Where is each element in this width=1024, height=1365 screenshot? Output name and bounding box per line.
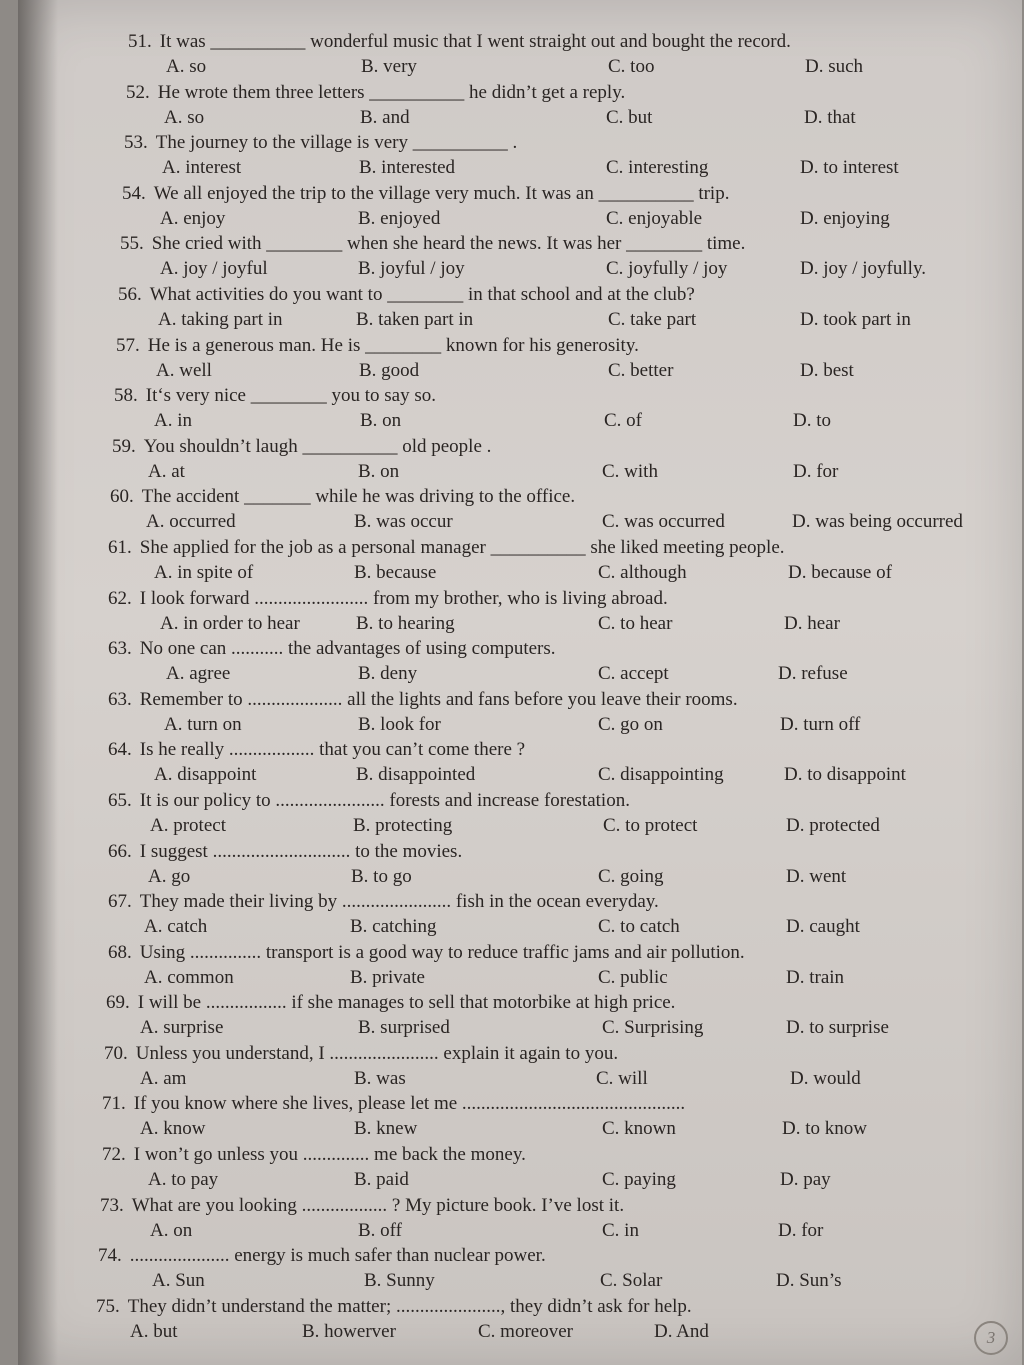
- question-item: [18, 1295, 1022, 1346]
- question-text: You shouldn’t laugh __________ old people .: [143, 435, 492, 457]
- answer-option-b[interactable]: B. protecting: [353, 814, 453, 836]
- question-number: 66.: [108, 840, 132, 862]
- question-text: Remember to .................... all the lights and fans before you leave their rooms.: [139, 688, 738, 710]
- question-text: It‘s very nice ________ you to say so.: [145, 385, 436, 407]
- question-item: [18, 789, 1022, 840]
- question-stem: [108, 941, 745, 965]
- answer-option-d[interactable]: D. enjoying: [800, 207, 890, 229]
- answer-option-a[interactable]: A. am: [140, 1067, 187, 1089]
- answer-option-a[interactable]: A. know: [140, 1118, 206, 1140]
- question-stem: [112, 435, 491, 459]
- answer-option-d[interactable]: D. to interest: [800, 157, 899, 179]
- answer-option-c[interactable]: C. of: [604, 410, 642, 432]
- question-number: 57.: [116, 334, 140, 356]
- question-stem: [96, 1295, 692, 1319]
- question-number: 63.: [108, 638, 132, 660]
- answer-option-b[interactable]: B. taken part in: [356, 308, 474, 330]
- answer-option-d[interactable]: D. pay: [780, 1169, 831, 1191]
- question-item: [18, 1143, 1022, 1194]
- question-item: [18, 637, 1022, 688]
- answer-option-b[interactable]: B. was occur: [354, 511, 453, 533]
- answer-option-c[interactable]: C. moreover: [478, 1320, 573, 1342]
- answer-option-a[interactable]: A. in order to hear: [160, 612, 300, 634]
- answer-option-a[interactable]: A. protect: [150, 814, 226, 836]
- answer-option-a[interactable]: A. so: [166, 56, 207, 77]
- answer-option-d[interactable]: D. went: [786, 865, 847, 887]
- question-number: 63.: [108, 688, 132, 710]
- answer-option-b[interactable]: B. disappointed: [356, 764, 476, 786]
- answer-option-d[interactable]: D. joy / joyfully.: [800, 258, 926, 280]
- question-item: [18, 1194, 1022, 1245]
- answer-option-a[interactable]: A. so: [164, 106, 205, 128]
- answer-option-a[interactable]: A. enjoy: [160, 207, 226, 229]
- answer-option-c[interactable]: C. Solar: [600, 1270, 663, 1292]
- answer-option-c[interactable]: C. interesting: [606, 157, 709, 179]
- answer-option-d[interactable]: D. to know: [782, 1118, 867, 1140]
- question-text: The accident _______ while he was driving to the office.: [141, 486, 576, 508]
- answer-option-a[interactable]: A. turn on: [164, 713, 242, 735]
- question-stem: [106, 991, 675, 1015]
- answer-option-c[interactable]: C. with: [602, 460, 658, 482]
- question-stem: [108, 890, 659, 914]
- answer-option-a[interactable]: A. on: [150, 1219, 193, 1241]
- answer-option-d[interactable]: D. turn off: [780, 713, 861, 735]
- question-number: 55.: [120, 233, 144, 255]
- question-text: If you know where she lives, please let me ...............................................: [133, 1093, 686, 1115]
- answer-option-c[interactable]: C. too: [608, 56, 655, 77]
- answer-option-d[interactable]: D. caught: [786, 916, 860, 938]
- answer-option-c[interactable]: C. enjoyable: [606, 207, 703, 229]
- answer-option-d[interactable]: D. because of: [788, 561, 892, 583]
- answer-option-c[interactable]: C. paying: [602, 1169, 676, 1191]
- answer-option-a[interactable]: A. surprise: [140, 1017, 224, 1039]
- answer-option-b[interactable]: B. catching: [350, 916, 437, 938]
- answer-option-d[interactable]: D. that: [804, 106, 856, 128]
- question-item: [18, 840, 1022, 891]
- answer-option-b[interactable]: B. on: [360, 410, 402, 432]
- question-item: [18, 991, 1022, 1042]
- question-item: [18, 1244, 1022, 1295]
- question-stem: [98, 1244, 546, 1268]
- answer-option-d[interactable]: D. would: [790, 1067, 861, 1089]
- question-item: [18, 435, 1022, 486]
- question-stem: [108, 688, 738, 712]
- question-item: [18, 738, 1022, 789]
- question-item: [18, 941, 1022, 992]
- answer-option-b[interactable]: B. knew: [354, 1118, 418, 1140]
- answer-option-c[interactable]: C. was occurred: [602, 511, 725, 533]
- answer-option-a[interactable]: A. at: [148, 460, 185, 482]
- question-stem: [118, 283, 695, 307]
- question-stem: [126, 81, 625, 105]
- question-number: 70.: [104, 1042, 128, 1064]
- answer-option-c[interactable]: C. to protect: [603, 814, 698, 836]
- answer-option-c[interactable]: C. to hear: [598, 612, 673, 634]
- question-text: I suggest ............................. to the movies.: [139, 840, 463, 862]
- question-item: [18, 1092, 1022, 1143]
- answer-option-c[interactable]: C. to catch: [598, 916, 680, 938]
- question-text: Is he really .................. that you can’t come there ?: [139, 739, 526, 761]
- question-number: 74.: [98, 1245, 122, 1267]
- question-text: They made their living by ....................... fish in the ocean everyday.: [139, 891, 659, 913]
- answer-option-c[interactable]: C. will: [596, 1067, 648, 1089]
- question-stem: [120, 232, 745, 256]
- question-item: [18, 384, 1022, 435]
- question-text: No one can ........... the advantages of using computers.: [139, 638, 556, 660]
- question-number: 73.: [100, 1194, 124, 1216]
- question-number: 51.: [128, 31, 152, 52]
- question-stem: [104, 1042, 618, 1066]
- question-text: She cried with ________ when she heard the news. It was her ________ time.: [151, 233, 746, 255]
- question-stem: [102, 1143, 526, 1167]
- question-number: 64.: [108, 739, 132, 761]
- question-text: They didn’t understand the matter; ......................, they didn’t ask for help.: [127, 1295, 692, 1317]
- answer-option-a[interactable]: A. to pay: [148, 1169, 219, 1191]
- answer-option-d[interactable]: D. protected: [786, 814, 880, 836]
- answer-option-b[interactable]: B. Sunny: [364, 1270, 435, 1292]
- question-number: 71.: [102, 1093, 126, 1115]
- question-text: It is our policy to ....................... forests and increase forestation.: [139, 789, 630, 811]
- answer-option-b[interactable]: B. and: [360, 106, 410, 128]
- answer-option-c[interactable]: C. although: [598, 561, 687, 583]
- question-number: 72.: [102, 1144, 126, 1166]
- answer-option-b[interactable]: B. paid: [354, 1169, 409, 1191]
- answer-option-b[interactable]: B. to go: [351, 865, 412, 887]
- answer-option-d[interactable]: D. train: [786, 966, 845, 988]
- question-item: [18, 182, 1022, 233]
- question-text: What activities do you want to ________ in that school and at the club?: [149, 283, 695, 305]
- question-number: 68.: [108, 941, 132, 963]
- question-stem: [110, 485, 575, 509]
- question-number: 75.: [96, 1295, 120, 1317]
- answer-option-a[interactable]: A. Sun: [152, 1270, 205, 1292]
- question-number: 58.: [114, 385, 138, 407]
- question-item: [18, 1042, 1022, 1093]
- answer-option-b[interactable]: B. private: [350, 966, 425, 988]
- answer-option-b[interactable]: B. good: [359, 359, 420, 381]
- question-number: 65.: [108, 789, 132, 811]
- answer-option-a[interactable]: A. well: [156, 359, 212, 381]
- question-number: 67.: [108, 891, 132, 913]
- question-text: I won’t go unless you .............. me back the money.: [133, 1144, 526, 1166]
- answer-option-d[interactable]: D. to disappoint: [784, 764, 906, 786]
- question-item: [18, 81, 1022, 132]
- question-text: I look forward ........................ from my brother, who is living abroad.: [139, 587, 668, 609]
- answer-option-b[interactable]: B. surprised: [358, 1017, 450, 1039]
- question-text: What are you looking .................. ? My picture book. I’ve lost it.: [131, 1194, 625, 1216]
- answer-option-b[interactable]: B. look for: [358, 713, 441, 735]
- answer-option-c[interactable]: C. in: [602, 1219, 639, 1241]
- question-item: [18, 30, 1022, 81]
- answer-option-d[interactable]: D. Sun’s: [776, 1270, 842, 1292]
- answer-option-b[interactable]: B. to hearing: [356, 612, 455, 634]
- answer-option-c[interactable]: C. better: [608, 359, 674, 381]
- question-text: I will be ................. if she manages to sell that motorbike at high price.: [137, 992, 676, 1014]
- question-stem: [108, 637, 556, 661]
- answer-option-a[interactable]: A. interest: [162, 157, 242, 179]
- question-number: 61.: [108, 536, 132, 558]
- answer-option-b[interactable]: B. deny: [358, 663, 418, 685]
- question-number: 53.: [124, 132, 148, 154]
- answer-option-b[interactable]: B. was: [354, 1067, 406, 1089]
- question-stem: [122, 182, 729, 206]
- question-item: [18, 890, 1022, 941]
- question-stem: [124, 131, 517, 155]
- question-text: She applied for the job as a personal manager __________ she liked meeting people.: [139, 536, 785, 558]
- answer-option-a[interactable]: A. go: [148, 865, 191, 887]
- answer-option-a[interactable]: A. occurred: [146, 511, 236, 533]
- answer-option-b[interactable]: B. on: [358, 460, 400, 482]
- question-item: [18, 334, 1022, 385]
- answer-option-c[interactable]: C. Surprising: [602, 1017, 704, 1039]
- question-stem: [108, 789, 630, 813]
- answer-option-b[interactable]: B. very: [361, 56, 417, 77]
- question-stem: [108, 840, 462, 864]
- question-list: [18, 30, 1022, 1345]
- answer-option-a[interactable]: A. agree: [166, 663, 231, 685]
- question-stem: [108, 536, 785, 560]
- question-text: Unless you understand, I ....................... explain it again to you.: [135, 1042, 619, 1064]
- answer-option-d[interactable]: D. to: [793, 410, 831, 432]
- question-text: Using ............... transport is a good way to reduce traffic jams and air pollution.: [139, 941, 745, 963]
- answer-option-a[interactable]: A. common: [144, 966, 234, 988]
- answer-option-c[interactable]: C. go on: [598, 713, 663, 735]
- question-item: [18, 536, 1022, 587]
- question-text: He wrote them three letters __________ he didn’t get a reply.: [157, 81, 626, 103]
- question-item: [18, 485, 1022, 536]
- question-item: [18, 131, 1022, 182]
- question-text: We all enjoyed the trip to the village very much. It was an __________ trip.: [153, 182, 730, 204]
- question-stem: [116, 334, 639, 358]
- question-number: 56.: [118, 283, 142, 305]
- answer-option-c[interactable]: C. joyfully / joy: [606, 258, 728, 280]
- answer-option-a[interactable]: A. taking part in: [158, 308, 283, 330]
- question-stem: [114, 384, 436, 408]
- answer-option-d[interactable]: D. to surprise: [786, 1017, 889, 1039]
- answer-option-a[interactable]: A. joy / joyful: [160, 258, 268, 280]
- question-text: ..................... energy is much safer than nuclear power.: [129, 1245, 546, 1267]
- question-number: 59.: [112, 435, 136, 457]
- answer-option-c[interactable]: C. known: [602, 1118, 676, 1140]
- question-item: [18, 232, 1022, 283]
- question-stem: [128, 30, 791, 54]
- answer-option-a[interactable]: A. in: [154, 410, 192, 432]
- answer-option-d[interactable]: D. best: [800, 359, 854, 381]
- answer-option-d[interactable]: D. was being occurred: [792, 511, 963, 533]
- question-number: 69.: [106, 992, 130, 1014]
- question-stem: [100, 1194, 624, 1218]
- answer-option-a[interactable]: A. in spite of: [154, 561, 254, 583]
- answer-option-a[interactable]: A. but: [130, 1320, 178, 1342]
- answer-option-d[interactable]: D. hear: [784, 612, 840, 634]
- question-number: 62.: [108, 587, 132, 609]
- answer-option-c[interactable]: C. disappointing: [598, 764, 724, 786]
- answer-option-b[interactable]: B. interested: [359, 157, 456, 179]
- question-number: 52.: [126, 81, 150, 103]
- answer-option-c[interactable]: C. take part: [608, 308, 697, 330]
- answer-option-b[interactable]: B. howerver: [302, 1320, 396, 1342]
- question-number: 54.: [122, 182, 146, 204]
- question-text: The journey to the village is very __________ .: [155, 132, 518, 154]
- question-item: [18, 283, 1022, 334]
- question-item: [18, 587, 1022, 638]
- answer-option-a[interactable]: A. catch: [144, 916, 208, 938]
- answer-option-d[interactable]: D. took part in: [800, 308, 911, 330]
- answer-option-d[interactable]: D. And: [654, 1320, 709, 1342]
- question-text: It was __________ wonderful music that I went straight out and bought the record.: [159, 31, 791, 52]
- question-stem: [108, 587, 668, 611]
- answer-option-b[interactable]: B. because: [354, 561, 437, 583]
- answer-option-d[interactable]: D. refuse: [778, 663, 848, 685]
- answer-option-a[interactable]: A. disappoint: [154, 764, 257, 786]
- answer-option-c[interactable]: C. going: [598, 865, 664, 887]
- question-stem: [102, 1092, 685, 1116]
- answer-option-b[interactable]: B. joyful / joy: [358, 258, 465, 280]
- answer-option-c[interactable]: C. but: [606, 106, 653, 128]
- question-stem: [108, 738, 525, 762]
- answer-option-d[interactable]: D. for: [778, 1219, 824, 1241]
- answer-option-b[interactable]: B. enjoyed: [358, 207, 441, 229]
- answer-option-d[interactable]: D. such: [805, 56, 864, 77]
- question-text: He is a generous man. He is ________ known for his generosity.: [147, 334, 639, 356]
- answer-option-c[interactable]: C. accept: [598, 663, 669, 685]
- answer-option-d[interactable]: D. for: [793, 460, 839, 482]
- answer-option-c[interactable]: C. public: [598, 966, 668, 988]
- question-number: 60.: [110, 486, 134, 508]
- worksheet-page: [18, 0, 1022, 1365]
- answer-option-b[interactable]: B. off: [358, 1219, 402, 1241]
- question-item: [18, 688, 1022, 739]
- page-number: 3: [974, 1321, 1008, 1355]
